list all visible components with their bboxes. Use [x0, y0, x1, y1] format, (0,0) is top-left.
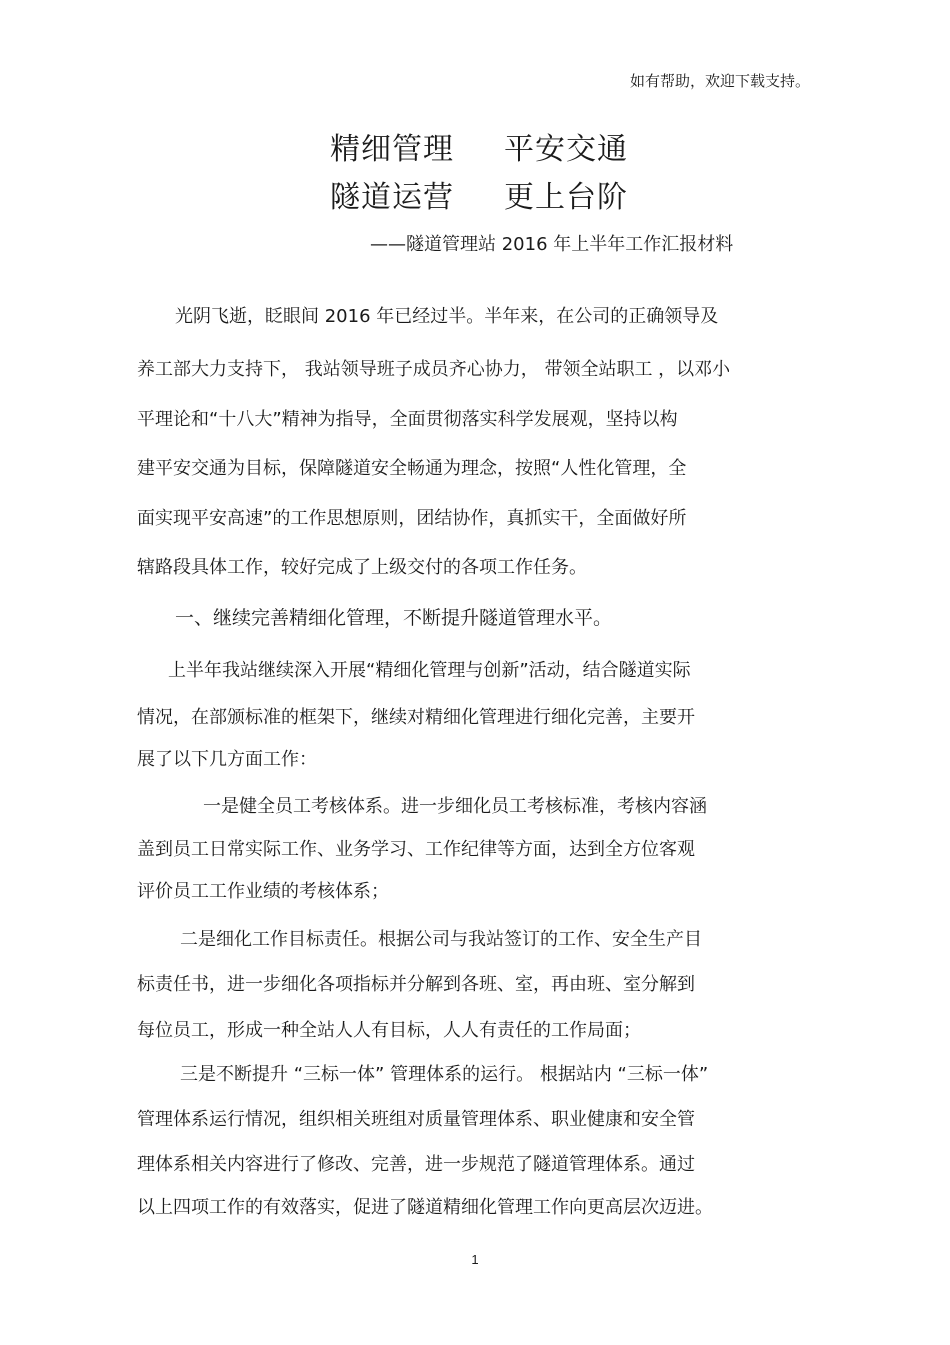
body-line: 展了以下几方面工作： [137, 749, 317, 770]
title-line-2b: 更上台阶 [504, 180, 628, 215]
subtitle: ——隧道管理站 2016 年上半年工作汇报材料 [370, 234, 734, 255]
body-line: 盖到员工日常实际工作、业务学习、工作纪律等方面，达到全方位客观 [137, 839, 695, 860]
body-line: 情况，在部颁标准的框架下，继续对精细化管理进行细化完善，主要开 [137, 707, 695, 728]
body-line: 每位员工，形成一种全站人人有目标，人人有责任的工作局面； [137, 1020, 641, 1041]
body-line: 面实现平安高速”的工作思想原则，团结协作，真抓实干，全面做好所 [137, 508, 687, 529]
body-line: 管理体系运行情况，组织相关班组对质量管理体系、职业健康和安全管 [137, 1109, 695, 1130]
title-line-1a: 精细管理 [330, 132, 454, 167]
header-note: 如有帮助，欢迎下载支持。 [629, 72, 810, 90]
body-line: 辖路段具体工作，较好完成了上级交付的各项工作任务。 [137, 557, 587, 578]
title-line-2 [330, 172, 950, 216]
body-line: 理体系相关内容进行了修改、完善，进一步规范了隧道管理体系。通过 [137, 1154, 695, 1175]
body-line: 标责任书，进一步细化各项指标并分解到各班、室，再由班、室分解到 [137, 974, 695, 995]
body-line: 二是细化工作目标责任。根据公司与我站签订的工作、安全生产目 [180, 929, 702, 950]
body-line: 以上四项工作的有效落实，促进了隧道精细化管理工作向更高层次迈进。 [137, 1197, 713, 1218]
title-line-2a: 隧道运营 [330, 180, 454, 215]
section-heading: 一、继续完善精细化管理，不断提升隧道管理水平。 [175, 607, 613, 629]
body-line: 养工部大力支持下， 我站领导班子成员齐心协力， 带领全站职工 ，以邓小 [137, 359, 731, 380]
body-line: 光阴飞逝，眨眼间 2016 年已经过半。半年来，在公司的正确领导及 [175, 306, 719, 327]
body-line: 三是不断提升 “三标一体” 管理体系的运行。 根据站内 “三标一体” [180, 1064, 709, 1085]
body-line: 建平安交通为目标，保障隧道安全畅通为理念，按照“人性化管理，全 [137, 458, 687, 479]
title-line-1 [330, 124, 950, 168]
body-line: 一是健全员工考核体系。进一步细化员工考核标准，考核内容涵 [203, 796, 707, 817]
body-line: 评价员工工作业绩的考核体系； [137, 881, 389, 902]
body-line: 平理论和“十八大”精神为指导，全面贯彻落实科学发展观，坚持以构 [137, 409, 678, 430]
title-line-1b: 平安交通 [504, 132, 628, 167]
body-line: 上半年我站继续深入开展“精细化管理与创新”活动，结合隧道实际 [168, 660, 691, 681]
page-number: 1 [471, 1252, 479, 1267]
